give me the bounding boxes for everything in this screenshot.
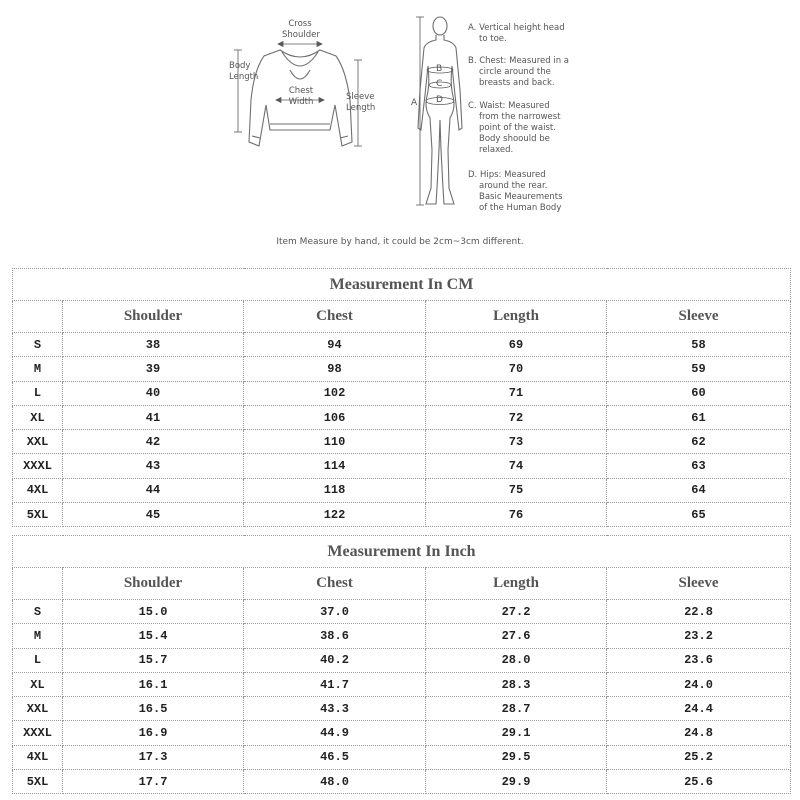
- note-c-line: relaxed.: [479, 145, 514, 155]
- size-cell: L: [13, 381, 63, 405]
- value-cell: 29.5: [426, 745, 607, 769]
- value-cell: 98: [244, 357, 426, 381]
- value-cell: 28.7: [426, 697, 607, 721]
- inch-header-sleeve: Sleeve: [607, 568, 791, 600]
- note-a: [468, 23, 565, 45]
- note-a-line: A. Vertical height head: [468, 23, 565, 33]
- chest-width-label-line: Chest: [288, 86, 314, 96]
- value-cell: 72: [426, 405, 607, 429]
- measurement-illustration: [0, 0, 800, 262]
- note-c-line: Body shoould be: [479, 134, 550, 144]
- cm-header-chest: Chest: [244, 301, 426, 333]
- value-cell: 41.7: [244, 672, 426, 696]
- value-cell: 63: [607, 454, 791, 478]
- value-cell: 110: [244, 430, 426, 454]
- cross-shoulder-label: [282, 19, 318, 41]
- value-cell: 24.8: [607, 721, 791, 745]
- inch-size-table: [12, 535, 791, 794]
- value-cell: 23.2: [607, 624, 791, 648]
- cm-table-title: Measurement In CM: [13, 269, 791, 301]
- value-cell: 114: [244, 454, 426, 478]
- value-cell: 43: [63, 454, 244, 478]
- value-cell: 102: [244, 381, 426, 405]
- value-cell: 42: [63, 430, 244, 454]
- value-cell: 106: [244, 405, 426, 429]
- inch-table-body: [13, 600, 791, 794]
- letter-a: A: [411, 98, 418, 108]
- body-length-label-line: Length: [229, 72, 259, 82]
- value-cell: 22.8: [607, 600, 791, 624]
- value-cell: 45: [63, 503, 244, 527]
- value-cell: 27.2: [426, 600, 607, 624]
- value-cell: 44: [63, 478, 244, 502]
- cross-shoulder-label-line: Cross: [288, 19, 312, 29]
- note-d-line: around the rear.: [479, 181, 548, 191]
- value-cell: 16.5: [63, 697, 244, 721]
- note-b-line: B. Chest: Measured in a: [468, 56, 569, 66]
- inch-header-length: Length: [426, 568, 607, 600]
- table-row: [13, 430, 791, 454]
- value-cell: 17.3: [63, 745, 244, 769]
- value-cell: 37.0: [244, 600, 426, 624]
- value-cell: 71: [426, 381, 607, 405]
- size-cell: XXL: [13, 697, 63, 721]
- value-cell: 70: [426, 357, 607, 381]
- table-row: [13, 503, 791, 527]
- value-cell: 29.1: [426, 721, 607, 745]
- value-cell: 17.7: [63, 770, 244, 794]
- inch-header-size: [13, 568, 63, 600]
- value-cell: 94: [244, 333, 426, 357]
- value-cell: 28.0: [426, 648, 607, 672]
- value-cell: 15.4: [63, 624, 244, 648]
- table-row: [13, 648, 791, 672]
- letter-c: C: [436, 79, 443, 89]
- value-cell: 44.9: [244, 721, 426, 745]
- note-d: [468, 170, 563, 214]
- sleeve-length-label: [346, 92, 375, 114]
- value-cell: 40.2: [244, 648, 426, 672]
- value-cell: 75: [426, 478, 607, 502]
- cm-header-sleeve: Sleeve: [607, 301, 791, 333]
- value-cell: 59: [607, 357, 791, 381]
- size-cell: 4XL: [13, 478, 63, 502]
- size-cell: XXXL: [13, 454, 63, 478]
- value-cell: 25.2: [607, 745, 791, 769]
- cm-header-size: [13, 301, 63, 333]
- body-length-label-line: Body: [229, 61, 251, 71]
- value-cell: 76: [426, 503, 607, 527]
- value-cell: 65: [607, 503, 791, 527]
- size-cell: S: [13, 600, 63, 624]
- inch-header-shoulder: Shoulder: [63, 568, 244, 600]
- value-cell: 61: [607, 405, 791, 429]
- sleeve-length-label-line: Length: [346, 103, 376, 113]
- inch-table-title: Measurement In Inch: [13, 536, 791, 568]
- value-cell: 25.6: [607, 770, 791, 794]
- measure-note: Item Measure by hand, it could be 2cm~3cm different.: [276, 237, 524, 247]
- note-c: [468, 101, 561, 156]
- size-cell: XL: [13, 672, 63, 696]
- chest-width-label-line: Width: [288, 97, 314, 107]
- table-row: [13, 721, 791, 745]
- value-cell: 41: [63, 405, 244, 429]
- value-cell: 27.6: [426, 624, 607, 648]
- table-row: [13, 478, 791, 502]
- note-b-line: circle around the: [479, 67, 551, 77]
- cm-table-body: [13, 333, 791, 527]
- value-cell: 38.6: [244, 624, 426, 648]
- size-cell: 4XL: [13, 745, 63, 769]
- value-cell: 73: [426, 430, 607, 454]
- note-a-line: to toe.: [479, 34, 507, 44]
- value-cell: 64: [607, 478, 791, 502]
- size-cell: XXL: [13, 430, 63, 454]
- cross-shoulder-label-line: Shoulder: [282, 30, 320, 40]
- cm-size-table: [12, 268, 791, 527]
- note-d-line: of the Human Body: [479, 203, 562, 213]
- note-c-line: C. Waist: Measured: [468, 101, 550, 111]
- size-cell: XL: [13, 405, 63, 429]
- value-cell: 74: [426, 454, 607, 478]
- value-cell: 46.5: [244, 745, 426, 769]
- value-cell: 62: [607, 430, 791, 454]
- note-d-line: Basic Meaurements: [479, 192, 563, 202]
- value-cell: 15.7: [63, 648, 244, 672]
- note-d-line: D. Hips: Measured: [468, 170, 546, 180]
- value-cell: 24.4: [607, 697, 791, 721]
- value-cell: 43.3: [244, 697, 426, 721]
- size-cell: L: [13, 648, 63, 672]
- table-row: [13, 405, 791, 429]
- value-cell: 24.0: [607, 672, 791, 696]
- table-row: [13, 381, 791, 405]
- illustration-drawing: [0, 0, 800, 262]
- value-cell: 23.6: [607, 648, 791, 672]
- letter-d: D: [436, 95, 443, 105]
- size-cell: S: [13, 333, 63, 357]
- table-row: [13, 600, 791, 624]
- value-cell: 38: [63, 333, 244, 357]
- note-c-line: point of the waist.: [479, 123, 556, 133]
- chest-width-label: [287, 86, 315, 108]
- size-cell: 5XL: [13, 503, 63, 527]
- table-row: [13, 745, 791, 769]
- note-b-line: breasts and back.: [479, 78, 555, 88]
- table-row: [13, 672, 791, 696]
- note-b: [468, 56, 569, 89]
- value-cell: 69: [426, 333, 607, 357]
- note-c-line: from the narrowest: [479, 112, 561, 122]
- value-cell: 58: [607, 333, 791, 357]
- cm-header-shoulder: Shoulder: [63, 301, 244, 333]
- inch-header-chest: Chest: [244, 568, 426, 600]
- value-cell: 16.9: [63, 721, 244, 745]
- value-cell: 29.9: [426, 770, 607, 794]
- value-cell: 28.3: [426, 672, 607, 696]
- size-cell: 5XL: [13, 770, 63, 794]
- body-length-label: [229, 61, 258, 83]
- table-row: [13, 697, 791, 721]
- value-cell: 16.1: [63, 672, 244, 696]
- table-row: [13, 333, 791, 357]
- cm-header-length: Length: [426, 301, 607, 333]
- value-cell: 48.0: [244, 770, 426, 794]
- value-cell: 15.0: [63, 600, 244, 624]
- value-cell: 39: [63, 357, 244, 381]
- size-cell: M: [13, 624, 63, 648]
- size-cell: M: [13, 357, 63, 381]
- value-cell: 60: [607, 381, 791, 405]
- table-row: [13, 770, 791, 794]
- value-cell: 118: [244, 478, 426, 502]
- table-row: [13, 357, 791, 381]
- body-drawing: [418, 17, 462, 204]
- value-cell: 122: [244, 503, 426, 527]
- letter-b: B: [436, 64, 443, 74]
- value-cell: 40: [63, 381, 244, 405]
- size-cell: XXXL: [13, 721, 63, 745]
- sleeve-length-label-line: Sleeve: [346, 92, 375, 102]
- table-row: [13, 624, 791, 648]
- table-row: [13, 454, 791, 478]
